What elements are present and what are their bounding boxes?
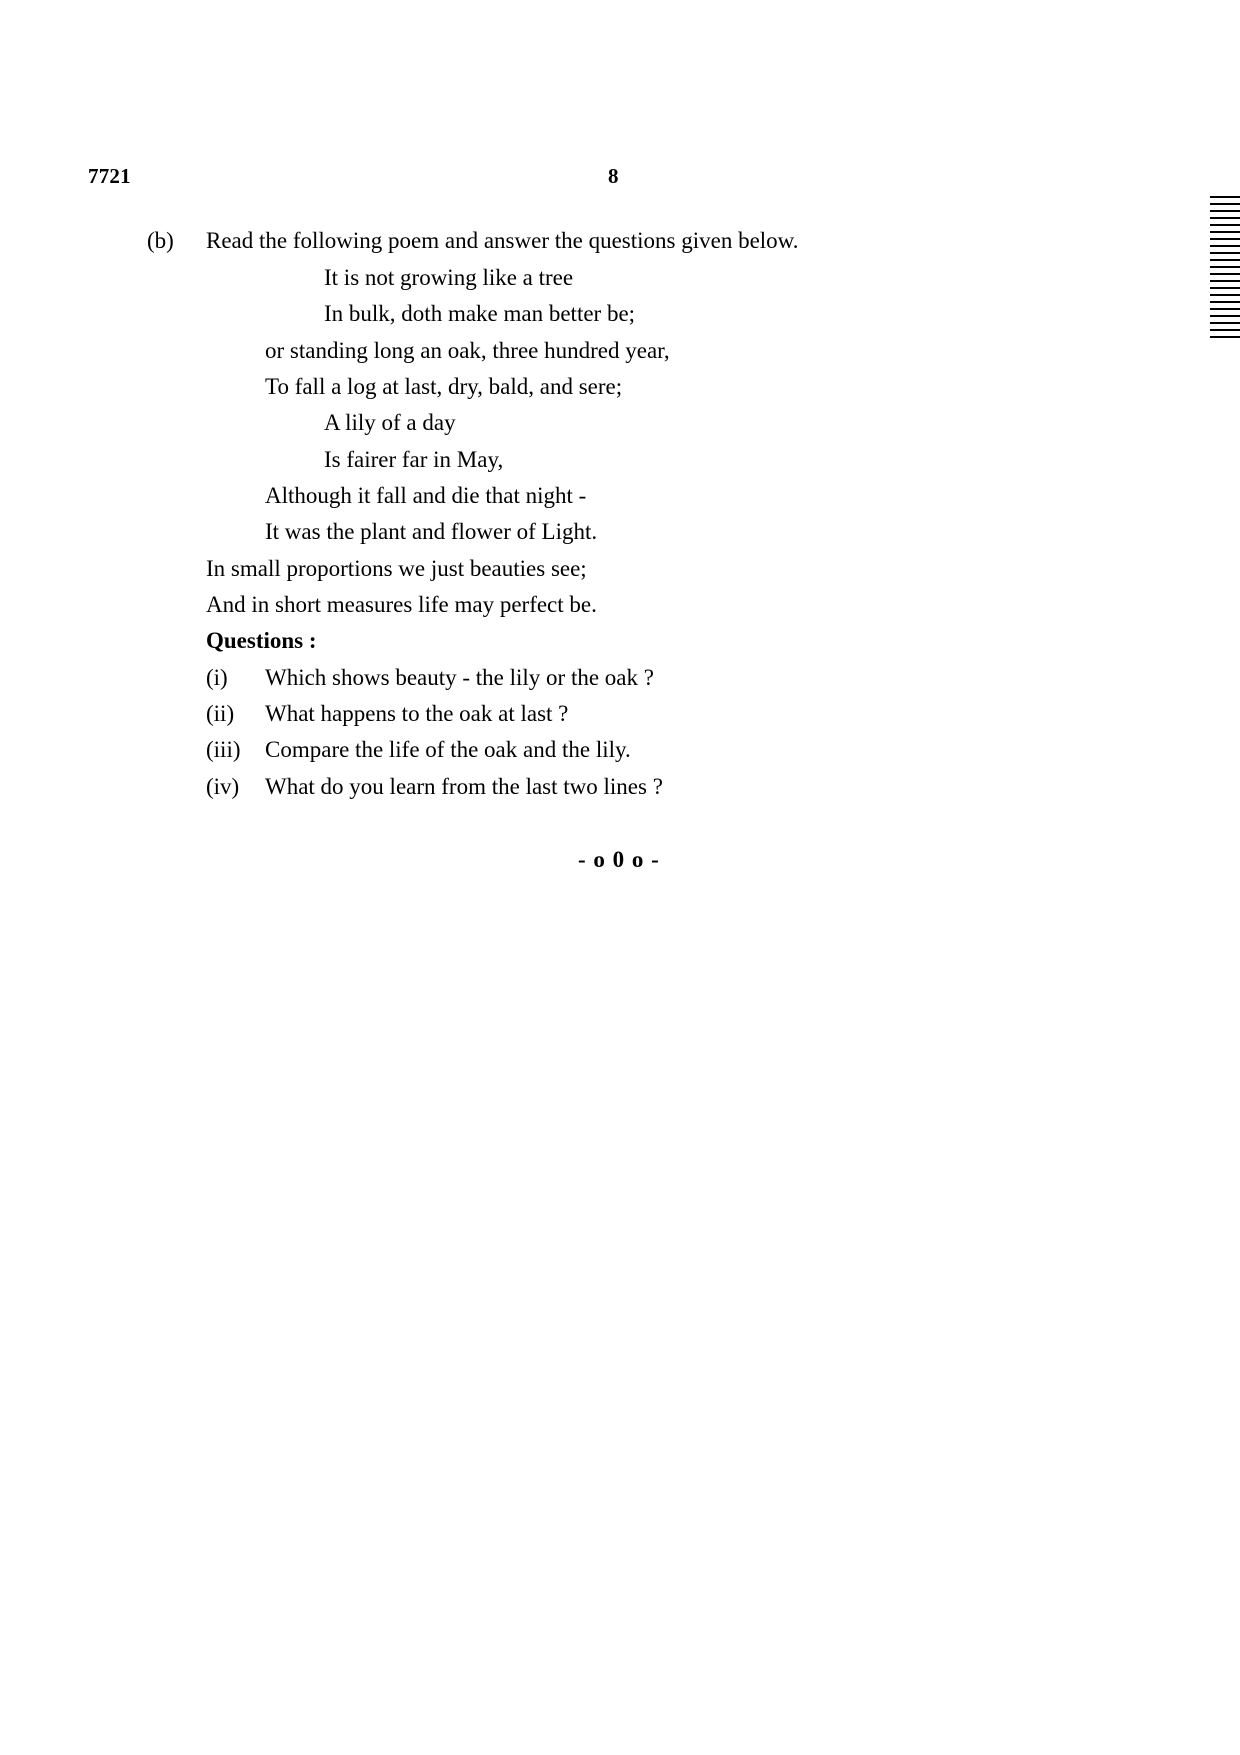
poem-line: Although it fall and die that night -	[265, 483, 587, 508]
question-item-text: Which shows beauty - the lily or the oak ?	[265, 665, 654, 690]
question-item-number: (ii)	[206, 701, 235, 726]
question-item-number: (i)	[206, 665, 228, 690]
poem-line: Is fairer far in May,	[324, 447, 504, 472]
question-item-number: (iii)	[206, 737, 241, 762]
page-number: 8	[608, 164, 619, 188]
question-item-text: Compare the life of the oak and the lily.	[265, 737, 631, 762]
poem-line: or standing long an oak, three hundred year,	[265, 338, 670, 363]
question-item-number: (iv)	[206, 774, 240, 799]
question-label: (b)	[147, 228, 174, 253]
poem-line: It was the plant and flower of Light.	[265, 519, 598, 544]
questions-heading: Questions :	[206, 628, 317, 653]
poem-line: In bulk, doth make man better be;	[324, 301, 636, 326]
question-item-text: What happens to the oak at last ?	[265, 701, 569, 726]
barcode-strip	[1210, 196, 1240, 343]
poem-line: In small proportions we just beauties see;	[206, 556, 587, 581]
paper-code: 7721	[88, 164, 131, 188]
question-instruction: Read the following poem and answer the questions given below.	[206, 228, 799, 253]
question-item-text: What do you learn from the last two lines ?	[265, 774, 663, 799]
poem-line: A lily of a day	[324, 410, 456, 435]
poem-line: To fall a log at last, dry, bald, and sere;	[265, 374, 623, 399]
poem-line: And in short measures life may perfect be.	[206, 592, 597, 617]
end-of-paper-mark: - o 0 o -	[578, 847, 660, 872]
poem-line: It is not growing like a tree	[324, 265, 574, 290]
